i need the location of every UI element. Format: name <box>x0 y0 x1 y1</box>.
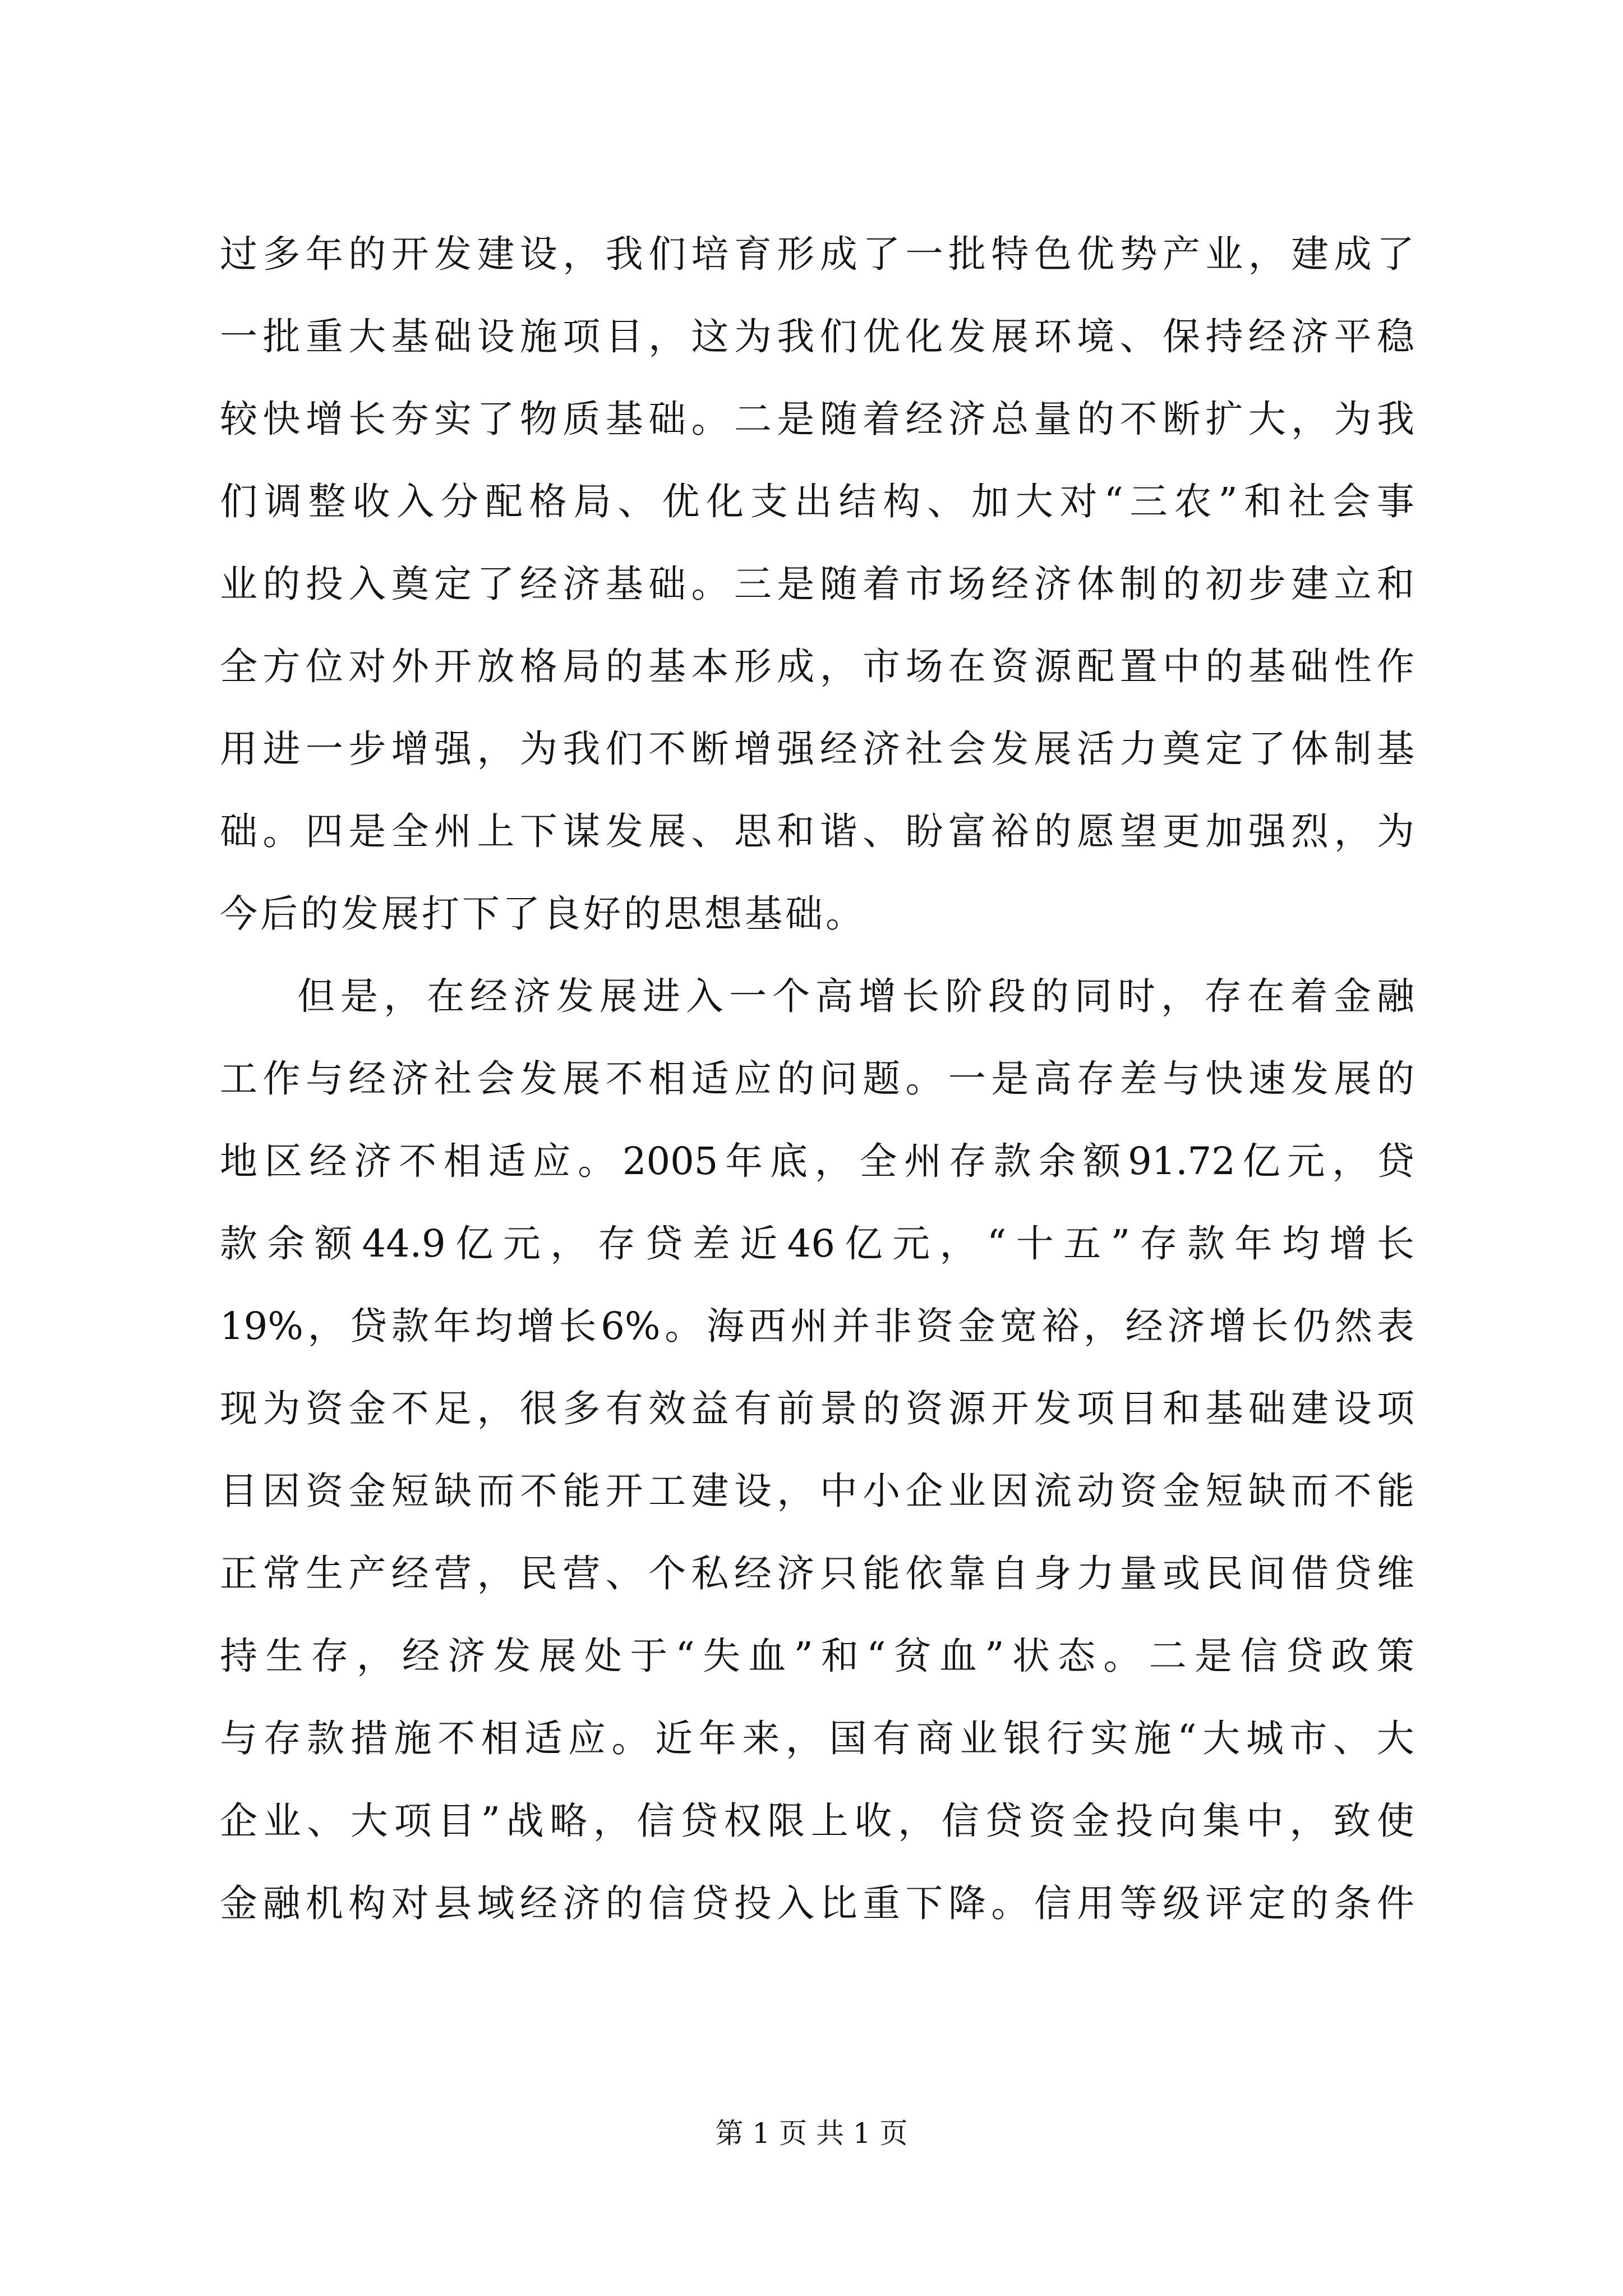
body-text <box>220 213 1414 1945</box>
text-line: 正 常 生 产 经 营 ， 民 营 、 个 私 经 济 只 能 依 靠 自 身 力 量 或 民 间 借 贷 维 <box>220 1552 1414 1595</box>
text-line: 过 多 年 的 开 发 建 设 ， 我 们 培 育 形 成 了 一 批 特 色 优 势 产 业 ， 建 成 了 <box>220 232 1414 276</box>
text-line: 款 余 额 44.9 亿 元 ， 存 贷 差 近 46 亿 元 ， “ 十 五 ” 存 款 年 均 增 长 <box>220 1222 1414 1266</box>
text-line: 现 为 资 金 不 足 ， 很 多 有 效 益 有 前 景 的 资 源 开 发 项 目 和 基 础 建 设 项 <box>220 1387 1414 1430</box>
text-line: 与 存 款 措 施 不 相 适 应 。 近 年 来 ， 国 有 商 业 银 行 实 施 “ 大 城 市 、 大 <box>220 1717 1414 1760</box>
text-line: 较 快 增 长 夯 实 了 物 质 基 础 。 二 是 随 着 经 济 总 量 的 不 断 扩 大 ， 为 我 <box>220 397 1414 441</box>
text-line: 业 的 投 入 奠 定 了 经 济 基 础 。 三 是 随 着 市 场 经 济 体 制 的 初 步 建 立 和 <box>220 562 1414 606</box>
page-number: 第 1 页 共 1 页 <box>715 2117 908 2150</box>
text-line: 全 方 位 对 外 开 放 格 局 的 基 本 形 成 ， 市 场 在 资 源 配 置 中 的 基 础 性 作 <box>220 645 1414 688</box>
text-line: 19% ， 贷 款 年 均 增 长 6% 。 海 西 州 并 非 资 金 宽 裕 ， 经 济 增 长 仍 然 表 <box>220 1304 1414 1348</box>
text-line: 地 区 经 济 不 相 适 应 。 2005 年 底 ， 全 州 存 款 余 额 91.72 亿 元 ， 贷 <box>220 1139 1414 1183</box>
text-line: 金 融 机 构 对 县 域 经 济 的 信 贷 投 入 比 重 下 降 。 信 用 等 级 评 定 的 条 件 <box>220 1881 1414 1925</box>
text-line: 用 进 一 步 增 强 ， 为 我 们 不 断 增 强 经 济 社 会 发 展 活 力 奠 定 了 体 制 基 <box>220 727 1414 771</box>
text-line: 础 。 四 是 全 州 上 下 谋 发 展 、 思 和 谐 、 盼 富 裕 的 愿 望 更 加 强 烈 ， 为 <box>220 809 1414 853</box>
text-line: 企 业 、 大 项 目 ” 战 略 ， 信 贷 权 限 上 收 ， 信 贷 资 金 投 向 集 中 ， 致 使 <box>220 1799 1414 1843</box>
text-line: 持 生 存 ， 经 济 发 展 处 于 “ 失 血 ” 和 “ 贫 血 ” 状 态 。 二 是 信 贷 政 策 <box>220 1634 1414 1678</box>
text-line: 工 作 与 经 济 社 会 发 展 不 相 适 应 的 问 题 。 一 是 高 存 差 与 快 速 发 展 的 <box>220 1057 1414 1101</box>
text-line: 目 因 资 金 短 缺 而 不 能 开 工 建 设 ， 中 小 企 业 因 流 动 资 金 短 缺 而 不 能 <box>220 1469 1414 1513</box>
text-line: 一 批 重 大 基 础 设 施 项 目 ， 这 为 我 们 优 化 发 展 环 境 、 保 持 经 济 平 稳 <box>220 315 1414 358</box>
paragraph-first-line: 但 是 ， 在 经 济 发 展 进 入 一 个 高 增 长 阶 段 的 同 时 ， 存 在 着 金 融 <box>297 974 1414 1018</box>
text-line: 今后的发展打下了良好的思想基础。 <box>220 892 866 936</box>
text-line: 们 调 整 收 入 分 配 格 局 、 优 化 支 出 结 构 、 加 大 对 “ 三 农 ” 和 社 会 事 <box>220 480 1414 523</box>
